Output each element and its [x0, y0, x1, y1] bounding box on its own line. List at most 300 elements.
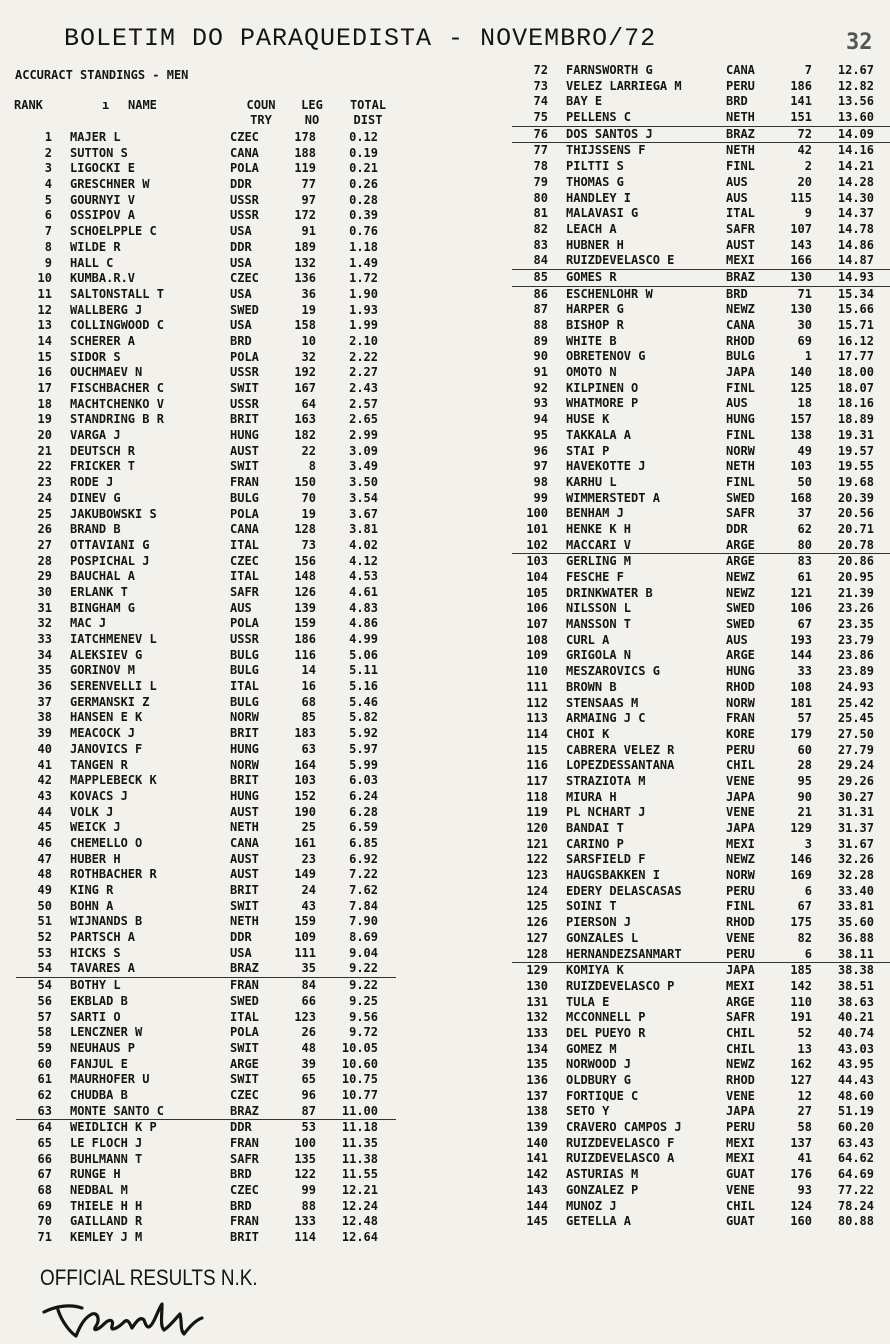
dist-cell: 11.00 [341, 1103, 378, 1118]
rank-cell: 61 [37, 1072, 52, 1087]
dist-cell: 14.28 [837, 174, 874, 189]
rank-cell: 84 [533, 253, 548, 268]
dist-cell: 2.57 [349, 396, 378, 411]
country-cell: PERU [726, 1120, 755, 1135]
table-row [512, 915, 890, 931]
table-row [512, 349, 890, 365]
leg-cell: 143 [790, 237, 812, 252]
name-cell: SERENVELLI L [70, 679, 157, 694]
rank-cell: 90 [533, 349, 548, 364]
table-row [16, 475, 396, 491]
rank-cell: 101 [526, 521, 548, 536]
country-cell: JAPA [726, 1104, 755, 1119]
dist-cell: 32.26 [837, 852, 874, 867]
dist-cell: 40.21 [837, 1010, 874, 1025]
rank-cell: 104 [526, 570, 548, 584]
name-cell: GONZALES L [566, 930, 639, 945]
table-row [512, 758, 890, 774]
rank-cell: 142 [526, 1167, 548, 1182]
dist-cell: 2.27 [349, 365, 378, 380]
country-cell: AUS [726, 396, 748, 411]
dist-cell: 13.56 [837, 94, 874, 109]
dist-cell: 19.68 [837, 474, 874, 489]
leg-cell: 119 [294, 161, 316, 176]
table-row [512, 94, 890, 110]
name-cell: DRINKWATER B [566, 585, 653, 600]
standings-right-column [512, 63, 890, 1230]
table-row [16, 177, 396, 193]
country-cell: ARGE [230, 1056, 259, 1071]
name-cell: MACCARI V [566, 537, 632, 552]
name-cell: NEUHAUS P [70, 1040, 136, 1055]
rank-cell: 125 [526, 899, 548, 914]
country-cell: VENE [726, 1088, 755, 1103]
country-cell: BRAZ [726, 126, 755, 141]
dist-cell: 38.38 [837, 963, 874, 978]
country-cell: SWIT [230, 459, 259, 474]
country-cell: VENE [726, 773, 755, 788]
rank-cell: 136 [526, 1073, 548, 1087]
country-cell: USA [230, 286, 252, 301]
rank-cell: 42 [37, 773, 52, 788]
rank-cell: 43 [37, 788, 52, 803]
name-cell: MAURHOFER U [70, 1072, 150, 1087]
name-cell: HICKS S [70, 945, 121, 960]
leg-cell: 43 [301, 898, 316, 913]
rank-cell: 107 [526, 617, 548, 632]
dist-cell: 0.39 [349, 208, 378, 223]
name-cell: MESZAROVICS G [566, 664, 660, 679]
table-row [16, 1230, 396, 1246]
country-cell: USSR [230, 208, 259, 223]
rank-cell: 9 [44, 255, 52, 270]
table-row [512, 110, 890, 127]
rank-cell: 118 [526, 789, 548, 804]
name-cell: KARHU L [566, 474, 617, 489]
name-cell: MUNOZ J [566, 1198, 617, 1213]
country-cell: FRAN [726, 711, 755, 726]
rank-cell: 120 [526, 821, 548, 835]
table-row [16, 867, 396, 883]
dist-cell: 8.69 [349, 930, 378, 945]
dist-cell: 38.51 [837, 978, 874, 993]
country-cell: SWIT [230, 1040, 259, 1055]
table-row [16, 554, 396, 570]
leg-cell: 123 [294, 1009, 316, 1024]
leg-cell: 41 [797, 1151, 812, 1166]
rank-cell: 113 [526, 711, 548, 726]
dist-cell: 2.10 [349, 333, 378, 348]
name-cell: MANSSON T [566, 617, 632, 632]
rank-cell: 67 [37, 1167, 52, 1182]
name-cell: SCHERER A [70, 333, 136, 348]
leg-cell: 152 [294, 788, 316, 803]
country-cell: MEXI [726, 836, 755, 851]
name-cell: CHUDBA B [70, 1087, 128, 1102]
rank-cell: 87 [533, 302, 548, 317]
name-cell: HUBNER H [566, 237, 624, 252]
country-cell: USSR [230, 396, 259, 411]
rank-cell: 19 [37, 412, 52, 427]
table-row [16, 663, 396, 679]
dist-cell: 6.24 [349, 788, 378, 803]
rank-cell: 50 [37, 898, 52, 913]
country-cell: VENE [726, 805, 755, 820]
name-cell: KOVACS J [70, 788, 128, 803]
table-row [512, 837, 890, 853]
table-row [16, 459, 396, 475]
table-row [512, 412, 890, 428]
name-cell: ASTURIAS M [566, 1167, 639, 1182]
leg-cell: 62 [797, 521, 812, 536]
leg-cell: 83 [797, 554, 812, 569]
table-row [512, 491, 890, 507]
country-cell: AUST [230, 851, 259, 866]
table-row [16, 773, 396, 789]
country-cell: SWED [726, 617, 755, 632]
leg-cell: 181 [790, 695, 812, 710]
leg-cell: 156 [294, 553, 316, 568]
dist-cell: 21.39 [837, 585, 874, 600]
table-row [16, 836, 396, 852]
rank-cell: 45 [37, 820, 52, 835]
dist-cell: 29.26 [837, 773, 874, 788]
country-cell: MEXI [726, 1135, 755, 1150]
rank-cell: 16 [37, 365, 52, 380]
table-row [512, 1073, 890, 1089]
leg-cell: 130 [790, 269, 812, 284]
country-cell: HUNG [726, 412, 755, 427]
country-cell: FRAN [230, 1136, 259, 1150]
name-cell: SOINI T [566, 899, 617, 914]
leg-cell: 164 [294, 757, 316, 772]
table-row [512, 396, 890, 412]
rank-cell: 59 [37, 1040, 52, 1055]
country-cell: PERU [726, 78, 755, 93]
name-cell: LENCZNER W [70, 1025, 143, 1040]
country-cell: SAFR [726, 506, 755, 521]
country-cell: CHIL [726, 758, 755, 773]
rank-cell: 133 [526, 1025, 548, 1040]
country-cell: JAPA [726, 365, 755, 380]
leg-cell: 136 [294, 271, 316, 286]
dist-cell: 14.30 [837, 190, 874, 205]
name-cell: MAPPLEBECK K [70, 773, 157, 788]
table-row [16, 224, 396, 240]
leg-cell: 103 [790, 459, 812, 474]
name-cell: IATCHMENEV L [70, 632, 157, 646]
dist-cell: 63.43 [837, 1135, 874, 1150]
leg-cell: 61 [797, 570, 812, 584]
table-row [512, 995, 890, 1011]
leg-cell: 161 [294, 835, 316, 850]
leg-cell: 16 [301, 679, 316, 694]
rank-cell: 132 [526, 1010, 548, 1025]
leg-cell: 19 [301, 506, 316, 521]
country-cell: CANA [230, 145, 259, 160]
dist-cell: 12.21 [341, 1183, 378, 1198]
dist-cell: 9.22 [349, 978, 378, 993]
name-cell: WHITE B [566, 333, 617, 348]
rank-cell: 46 [37, 835, 52, 850]
leg-cell: 39 [301, 1056, 316, 1071]
country-cell: SWED [230, 993, 259, 1008]
country-cell: USSR [230, 192, 259, 207]
leg-cell: 84 [301, 978, 316, 993]
table-row [512, 570, 890, 586]
country-cell: SAFR [726, 1010, 755, 1025]
dist-cell: 4.02 [349, 537, 378, 552]
leg-cell: 168 [790, 490, 812, 505]
table-row [16, 569, 396, 585]
rank-cell: 79 [533, 174, 548, 189]
name-cell: JAKUBOWSKI S [70, 506, 157, 521]
name-cell: GERLING M [566, 554, 632, 569]
country-cell: SWED [726, 490, 755, 505]
country-cell: SWIT [230, 1072, 259, 1087]
name-cell: NEDBAL M [70, 1183, 128, 1198]
dist-cell: 3.49 [349, 459, 378, 474]
table-row [512, 554, 890, 570]
name-cell: GOMES R [566, 269, 617, 284]
rank-cell: 80 [533, 190, 548, 205]
leg-cell: 57 [797, 711, 812, 726]
table-row [16, 726, 396, 742]
table-row [512, 711, 890, 727]
name-cell: GRIGOLA N [566, 648, 632, 663]
rank-cell: 102 [526, 537, 548, 552]
rank-cell: 41 [37, 757, 52, 772]
total-header [340, 98, 396, 128]
dist-cell: 31.67 [837, 836, 874, 851]
leg-header-line2: NO [304, 113, 320, 127]
country-cell: ITAL [230, 1009, 259, 1024]
country-cell: ARGE [726, 648, 755, 663]
table-row [16, 632, 396, 648]
table-row [16, 789, 396, 805]
country-cell: FRAN [230, 978, 259, 993]
country-cell: ITAL [726, 206, 755, 221]
leg-cell: 142 [790, 978, 812, 993]
rank-cell: 121 [526, 836, 548, 851]
country-cell: AUS [726, 174, 748, 189]
name-cell: SETO Y [566, 1104, 610, 1119]
dist-cell: 9.25 [349, 993, 378, 1008]
dist-cell: 11.18 [341, 1120, 378, 1135]
rank-cell: 31 [37, 600, 52, 615]
country-cell: JAPA [726, 963, 755, 978]
country-cell: CZEC [230, 130, 259, 144]
rank-cell: 28 [37, 553, 52, 568]
rank-cell: 37 [37, 694, 52, 709]
dist-cell: 4.61 [349, 584, 378, 599]
table-row [512, 648, 890, 664]
country-cell: PERU [726, 883, 755, 898]
name-cell: BENHAM J [566, 506, 624, 521]
rank-cell: 44 [37, 804, 52, 819]
rank-cell: 39 [37, 726, 52, 741]
table-row [512, 1120, 890, 1136]
leg-cell: 52 [797, 1025, 812, 1040]
name-cell: ROTHBACHER R [70, 867, 157, 882]
country-cell: CZEC [230, 1183, 259, 1198]
country-cell: BRAZ [230, 1103, 259, 1118]
table-row [16, 334, 396, 350]
country-cell: NEWZ [726, 852, 755, 867]
leg-cell: 121 [790, 585, 812, 600]
leg-cell: 3 [804, 836, 812, 851]
table-row [16, 899, 396, 915]
country-cell: USA [230, 945, 252, 960]
leg-cell: 182 [294, 428, 316, 443]
country-cell: FINL [726, 380, 755, 395]
rank-cell: 54 [37, 961, 52, 976]
name-cell: CRAVERO CAMPOS J [566, 1120, 682, 1135]
leg-cell: 93 [797, 1182, 812, 1197]
dist-cell: 6.03 [349, 773, 378, 788]
dist-cell: 14.78 [837, 221, 874, 236]
country-cell: NETH [726, 143, 755, 158]
table-row [512, 506, 890, 522]
country-cell: SWIT [230, 381, 259, 395]
country-cell: SWED [230, 302, 259, 317]
rank-cell: 22 [37, 459, 52, 474]
dist-cell: 19.55 [837, 459, 874, 474]
country-cell: FRAN [230, 1214, 259, 1229]
rank-cell: 62 [37, 1087, 52, 1102]
dist-cell: 4.83 [349, 600, 378, 615]
name-cell: THOMAS G [566, 174, 624, 189]
table-row [512, 222, 890, 238]
rank-cell: 92 [533, 380, 548, 395]
dist-cell: 6.28 [349, 804, 378, 819]
name-cell: LIGOCKI E [70, 161, 136, 176]
name-cell: MAC J [70, 616, 107, 631]
leg-cell: 68 [301, 694, 316, 709]
table-row [16, 585, 396, 601]
name-cell: BUHLMANN T [70, 1151, 143, 1166]
country-cell: NORW [230, 757, 259, 772]
dist-cell: 5.97 [349, 741, 378, 756]
name-cell: KUMBA.R.V [70, 271, 136, 286]
rank-cell: 34 [37, 647, 52, 662]
rank-cell: 73 [533, 78, 548, 93]
leg-cell: 185 [790, 963, 812, 978]
dist-cell: 16.12 [837, 333, 874, 348]
table-row [512, 963, 890, 979]
dist-cell: 2.22 [349, 349, 378, 364]
table-row [16, 1010, 396, 1026]
country-cell: BRIT [230, 883, 259, 897]
dist-cell: 5.11 [349, 663, 378, 678]
dist-cell: 9.72 [349, 1025, 378, 1040]
rank-cell: 14 [37, 333, 52, 348]
rank-cell: 60 [37, 1056, 52, 1071]
country-cell: NETH [230, 820, 259, 835]
dist-cell: 43.95 [837, 1057, 874, 1072]
leg-cell: 66 [301, 993, 316, 1008]
dist-cell: 38.63 [837, 994, 874, 1009]
name-cell: PL NCHART J [566, 805, 646, 820]
table-row [512, 852, 890, 868]
leg-cell: 107 [790, 221, 812, 236]
dist-cell: 60.20 [837, 1120, 874, 1135]
table-row [16, 1104, 396, 1121]
table-row [512, 664, 890, 680]
table-row [512, 931, 890, 947]
dist-cell: 20.86 [837, 554, 874, 569]
leg-cell: 186 [790, 78, 812, 93]
table-row [16, 1136, 396, 1152]
name-cell: COLLINGWOOD C [70, 318, 164, 333]
name-cell: VARGA J [70, 428, 121, 443]
name-cell: MIURA H [566, 789, 617, 804]
table-row [512, 206, 890, 222]
table-row [512, 159, 890, 175]
country-cell: NEWZ [726, 302, 755, 317]
country-cell: FRAN [230, 475, 259, 490]
dist-cell: 17.77 [837, 349, 874, 364]
leg-cell: 150 [294, 475, 316, 490]
table-row [512, 1136, 890, 1152]
name-cell: TULA E [566, 994, 610, 1009]
country-cell: ITAL [230, 679, 259, 694]
table-row [16, 350, 396, 366]
rank-cell: 10 [37, 271, 52, 286]
table-row [16, 1088, 396, 1104]
table-row [16, 820, 396, 836]
leg-cell: 48 [301, 1040, 316, 1055]
table-row [512, 1167, 890, 1183]
rank-cell: 13 [37, 318, 52, 333]
leg-cell: 148 [294, 569, 316, 584]
dist-cell: 11.35 [341, 1136, 378, 1150]
leg-cell: 192 [294, 365, 316, 380]
table-row [16, 318, 396, 334]
name-cell: PELLENS C [566, 110, 632, 125]
rank-cell: 119 [526, 805, 548, 820]
name-cell: ESCHENLOHR W [566, 286, 653, 301]
leg-cell: 25 [301, 820, 316, 835]
leg-cell: 10 [301, 333, 316, 348]
leg-cell: 114 [294, 1230, 316, 1245]
name-cell: STRAZIOTA M [566, 773, 646, 788]
country-cell: CZEC [230, 1087, 259, 1102]
leg-header [292, 98, 332, 128]
leg-cell: 179 [790, 726, 812, 741]
dist-cell: 1.99 [349, 318, 378, 333]
dist-cell: 14.87 [837, 253, 874, 268]
rank-cell: 1 [44, 130, 52, 144]
name-cell: MAJER L [70, 130, 121, 144]
leg-cell: 140 [790, 365, 812, 380]
rank-cell: 111 [526, 679, 548, 694]
dist-cell: 3.54 [349, 490, 378, 505]
table-row [512, 1151, 890, 1167]
leg-cell: 122 [294, 1167, 316, 1182]
rank-cell: 6 [44, 208, 52, 223]
leg-cell: 27 [797, 1104, 812, 1119]
country-cell: NEWZ [726, 570, 755, 584]
leg-cell: 158 [294, 318, 316, 333]
dist-cell: 19.57 [837, 443, 874, 458]
name-cell: DINEV G [70, 490, 121, 505]
table-row [512, 79, 890, 95]
rank-cell: 98 [533, 474, 548, 489]
country-cell: BRAZ [726, 269, 755, 284]
name-cell: JANOVICS F [70, 741, 143, 756]
rank-cell: 23 [37, 475, 52, 490]
